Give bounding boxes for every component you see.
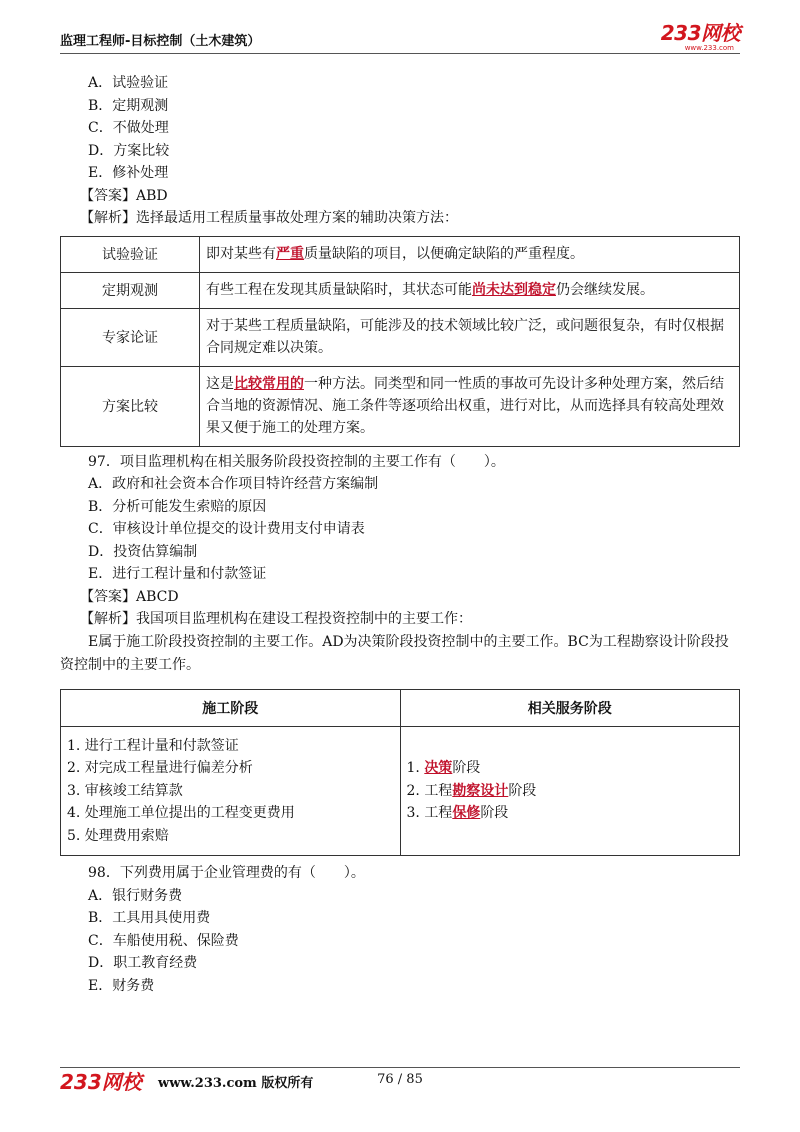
brand-logo-url: www.233.com	[684, 44, 734, 52]
footer-copyright: www.233.com 版权所有	[158, 1076, 314, 1091]
option-d: D．投资估算编制	[88, 543, 198, 560]
method-description: 对于某些工程质量缺陷，可能涉及的技术领域比较广泛，或问题很复杂，有时仅根据合同规定难以决策。	[200, 308, 740, 366]
method-description: 有些工程在发现其质量缺陷时，其状态可能尚未达到稳定仍会继续发展。	[200, 272, 740, 308]
option-a: A．政府和社会资本合作项目特许经营方案编制	[88, 476, 379, 492]
q96-analysis: 【解析】选择最适用工程质量事故处理方案的辅助决策方法：	[80, 210, 458, 226]
q97-answer: 【答案】ABCD	[80, 588, 179, 605]
option-e: E．财务费	[88, 977, 155, 994]
page-header	[60, 22, 740, 52]
highlight: 尚未达到稳定	[472, 282, 556, 298]
q97-analysis: 【解析】我国项目监理机构在建设工程投资控制中的主要工作：	[80, 611, 472, 627]
option-d: D．职工教育经费	[88, 955, 198, 971]
list-item: 3. 工程保修阶段	[406, 805, 509, 821]
footer-logo[interactable]: 233网校	[60, 1070, 142, 1094]
service-stage-items	[400, 726, 740, 856]
page-content	[60, 72, 740, 997]
option-a: A．试验验证	[88, 75, 169, 91]
highlight: 决策	[424, 760, 453, 776]
method-name: 方案比较	[61, 366, 200, 446]
highlight: 保修	[452, 805, 481, 821]
q97-question: 97．项目监理机构在相关服务阶段投资控制的主要工作有（ ）。	[88, 453, 505, 470]
table-row	[61, 236, 740, 272]
method-description: 这是比较常用的一种方法。同类型和同一性质的事故可先设计多种处理方案，然后结合当地的资源情况、施工条件等逐项给出权重，进行对比，从而选择具有较高处理效果又便于施工的处理方案。	[200, 366, 740, 446]
highlight: 严重	[276, 246, 304, 262]
stage-comparison-table	[60, 689, 740, 857]
q97-explanation: E属于施工阶段投资控制的主要工作。AD为决策阶段投资控制中的主要工作。BC为工程勘察设计阶段投资控制中的主要工作。	[60, 633, 729, 673]
method-description: 即对某些有严重质量缺陷的项目，以便确定缺陷的严重程度。	[200, 236, 740, 272]
q97-options	[60, 473, 740, 586]
q96-answer: 【答案】ABD	[80, 187, 168, 204]
construction-stage-items	[61, 726, 401, 856]
table-row	[61, 308, 740, 366]
table-header-row	[61, 689, 740, 726]
method-name: 定期观测	[61, 272, 200, 308]
list-item: 5. 处理费用索赔	[67, 827, 169, 844]
header-divider	[60, 53, 740, 54]
table-row	[61, 366, 740, 446]
method-name: 试验验证	[61, 236, 200, 272]
header-related-service-stage: 相关服务阶段	[400, 689, 740, 726]
table-row	[61, 726, 740, 856]
decision-methods-table	[60, 236, 740, 447]
option-e: E．进行工程计量和付款签证	[88, 566, 267, 582]
list-item: 3. 审核竣工结算款	[67, 782, 183, 799]
list-item: 2. 工程勘察设计阶段	[406, 782, 537, 799]
q96-options	[60, 72, 740, 185]
option-d: D．方案比较	[88, 142, 170, 159]
option-b: B．分析可能发生索赔的原因	[88, 498, 267, 515]
option-c: C．不做处理	[88, 120, 169, 136]
q98-options	[60, 885, 740, 998]
page-footer	[60, 1062, 740, 1094]
option-c: C．审核设计单位提交的设计费用支付申请表	[88, 521, 365, 537]
header-construction-stage: 施工阶段	[61, 689, 401, 726]
list-item: 4. 处理施工单位提出的工程变更费用	[67, 805, 295, 821]
option-a: A．银行财务费	[88, 887, 183, 904]
list-item: 1. 决策阶段	[406, 760, 481, 776]
brand-logo[interactable]	[661, 22, 740, 52]
page-number: 76 / 85	[377, 1072, 423, 1087]
method-name: 专家论证	[61, 308, 200, 366]
highlight: 比较常用的	[234, 376, 304, 392]
highlight: 勘察设计	[452, 782, 509, 799]
q98-question: 98．下列费用属于企业管理费的有（ ）。	[88, 865, 365, 881]
table-row	[61, 272, 740, 308]
list-item: 2. 对完成工程量进行偏差分析	[67, 760, 253, 776]
option-c: C．车船使用税、保险费	[88, 932, 239, 949]
option-b: B．定期观测	[88, 97, 169, 114]
document-title: 监理工程师-目标控制（土木建筑）	[60, 34, 261, 49]
brand-logo-text: 233网校	[660, 21, 740, 45]
option-e: E．修补处理	[88, 165, 169, 181]
list-item: 1. 进行工程计量和付款签证	[67, 737, 239, 754]
option-b: B．工具用具使用费	[88, 910, 211, 926]
